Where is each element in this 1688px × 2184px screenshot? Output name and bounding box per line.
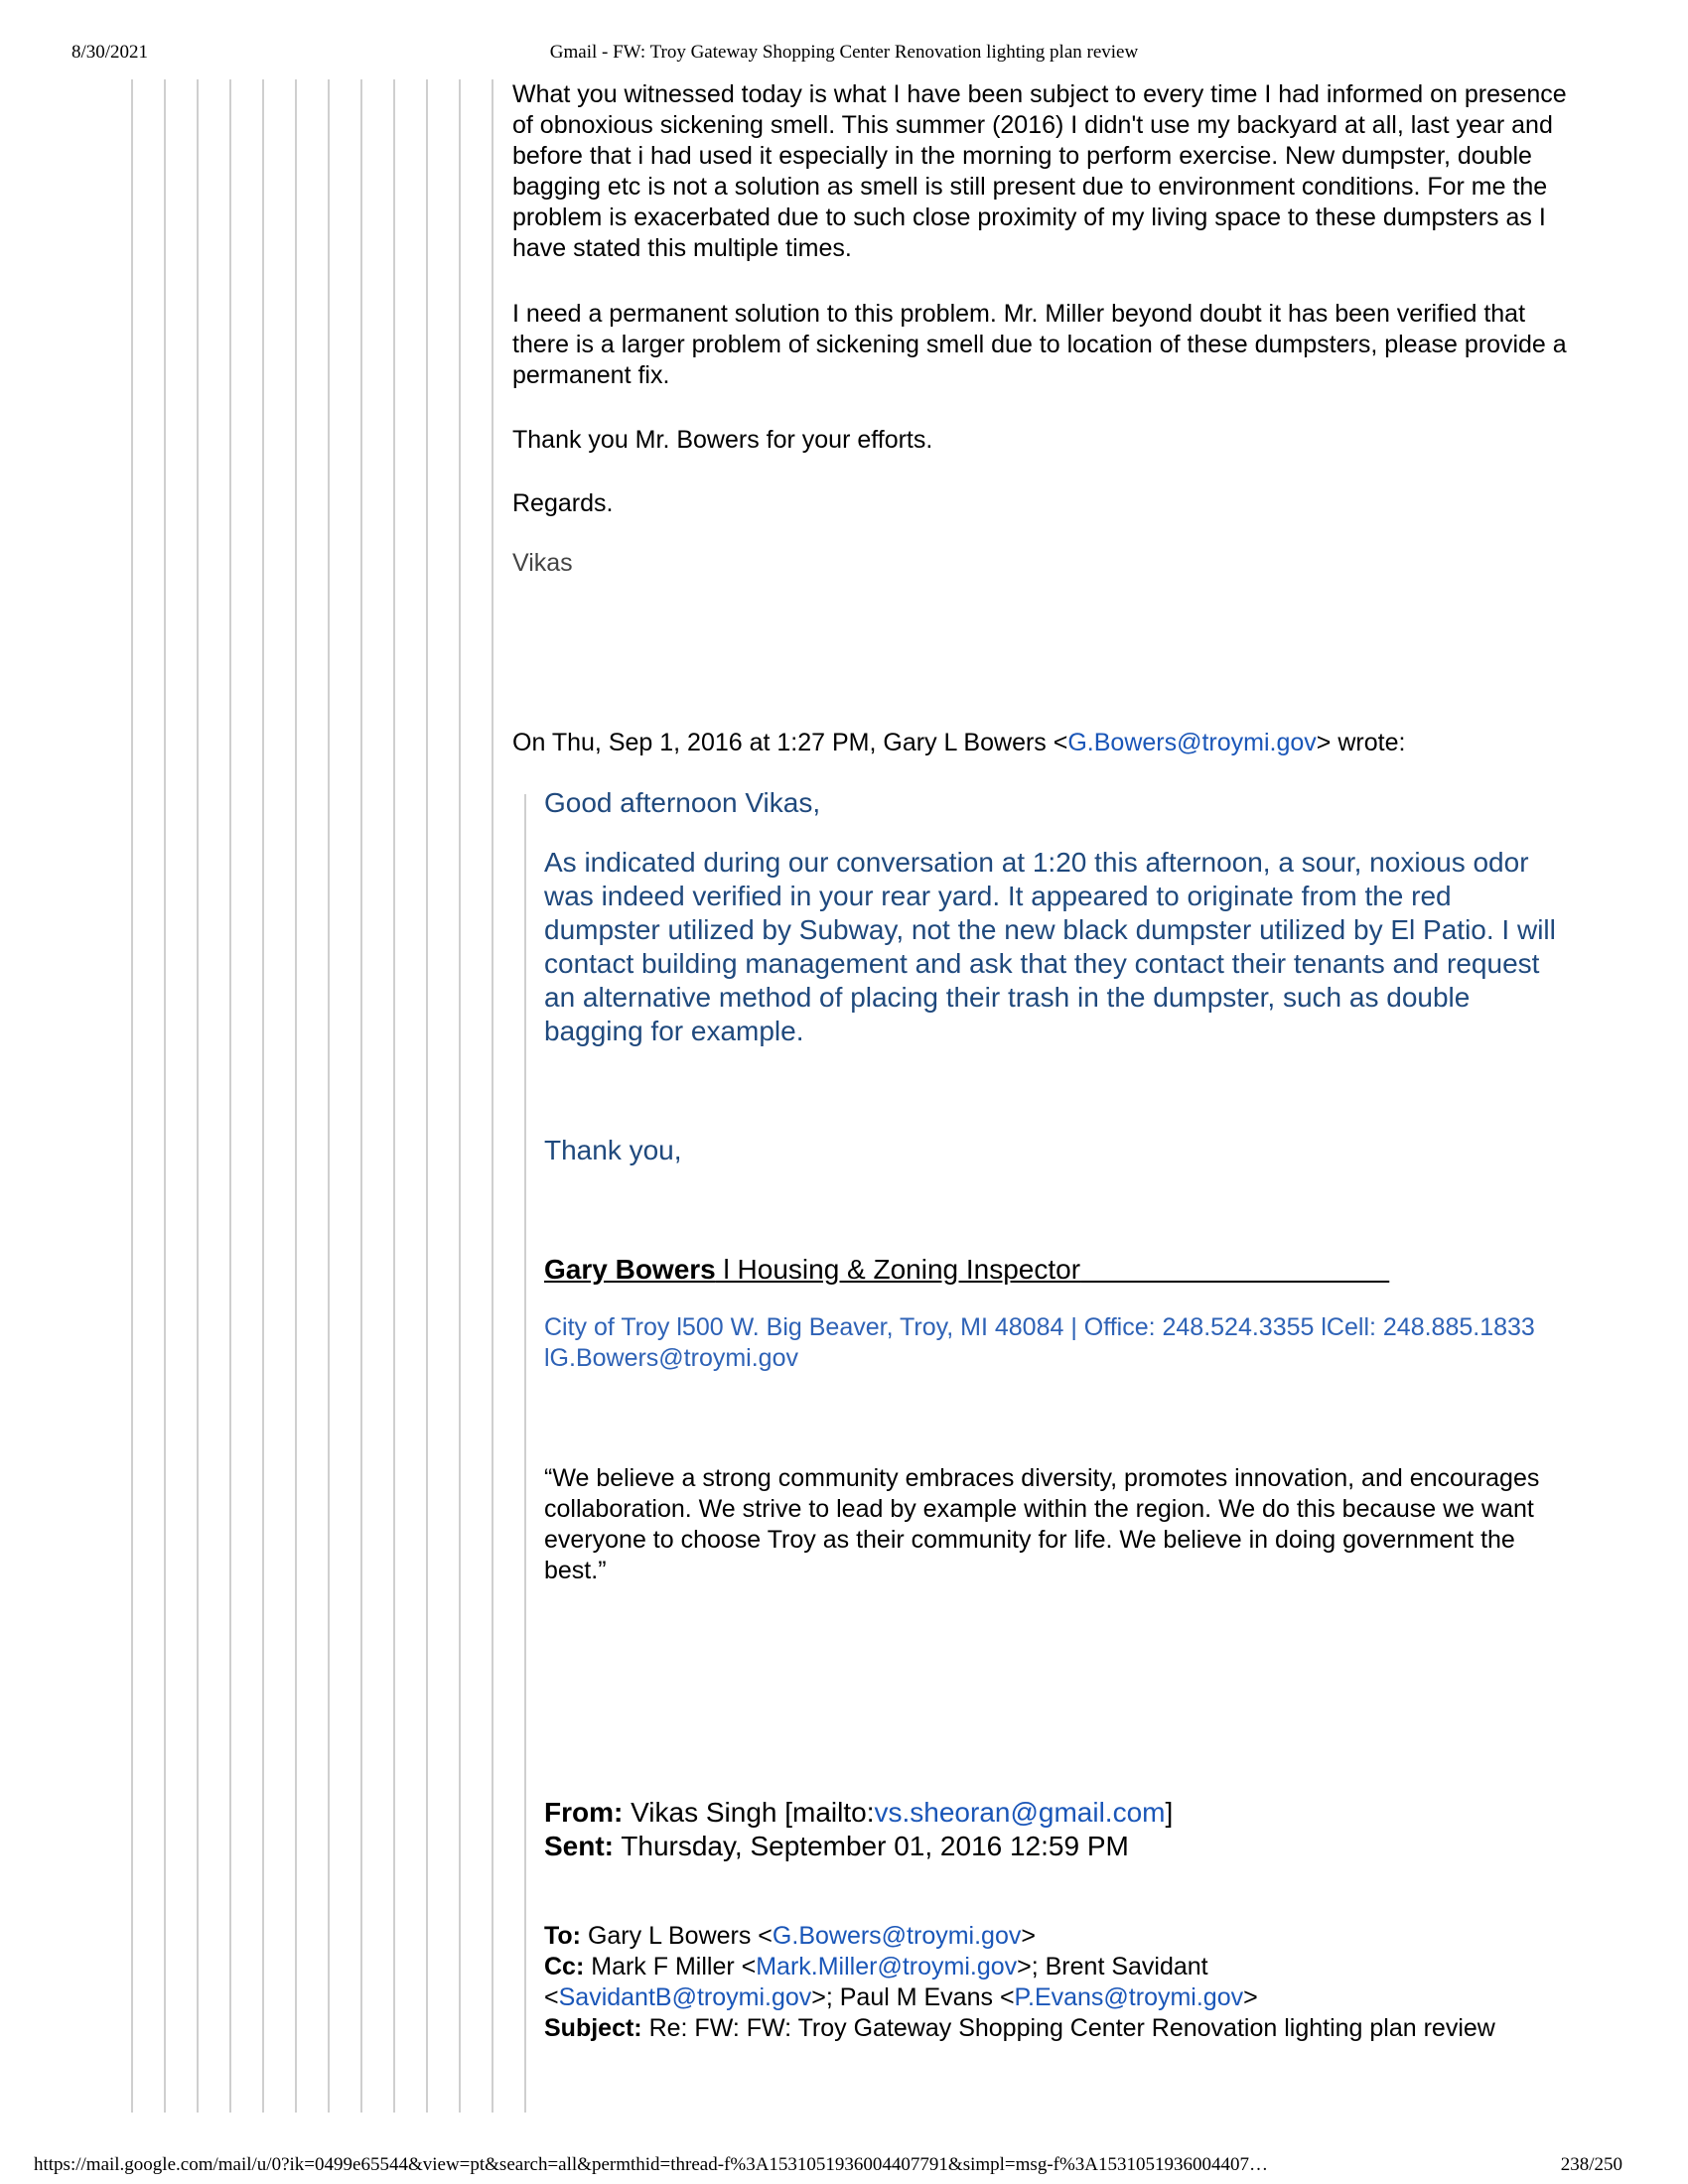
- quoted-greeting: Good afternoon Vikas,: [544, 787, 821, 818]
- quote-line: [524, 794, 526, 2113]
- quote-line: [426, 79, 428, 2113]
- email-paragraph: I need a permanent solution to this problem. Mr. Miller beyond doubt it has been verified that there is a larger problem of sickening smell due to location of these dumpsters, please provide a permanent fix.: [512, 300, 1567, 389]
- quote-line: [262, 79, 264, 2113]
- quote-line: [295, 79, 297, 2113]
- page-number: 238/250: [1560, 2154, 1622, 2175]
- to-email-link[interactable]: G.Bowers@troymi.gov: [772, 1922, 1022, 1950]
- email-signature: Vikas: [512, 549, 573, 577]
- cc-line: Cc: Mark F Miller <Mark.Miller@troymi.gov>; Brent Savidant <SavidantB@troymi.gov>; Paul M Evans <P.Evans@troymi.gov>: [544, 1953, 1258, 2011]
- quoted-thanks: Thank you,: [544, 1135, 682, 1165]
- from-email-link[interactable]: vs.sheoran@gmail.com: [874, 1797, 1166, 1828]
- to-line: To: Gary L Bowers <G.Bowers@troymi.gov>: [544, 1922, 1036, 1950]
- quote-line: [328, 79, 330, 2113]
- quote-line: [360, 79, 362, 2113]
- signature-contact: City of Troy l500 W. Big Beaver, Troy, MI 48084 | Office: 248.524.3355 lCell: 248.885.1833 lG.Bowers@troymi.gov: [544, 1313, 1535, 1372]
- cc-email-link[interactable]: SavidantB@troymi.gov: [558, 1983, 812, 2011]
- print-title: Gmail - FW: Troy Gateway Shopping Center Renovation lighting plan review: [549, 42, 1139, 63]
- signature-motto: “We believe a strong community embraces diversity, promotes innovation, and encourages collaboration. We strive to lead by example within the region. We do this because we want everyone to choose Troy as their community for life. We believe in doing government the best.”: [544, 1464, 1540, 1584]
- sent-line: Sent: Thursday, September 01, 2016 12:59 PM: [544, 1831, 1129, 1861]
- signature-name: Gary Bowers: [544, 1254, 716, 1285]
- email-paragraph: What you witnessed today is what I have been subject to every time I had informed on presence of obnoxious sickening smell. This summer (2016) I didn't use my backyard at all, last year and before that i had used it especially in the morning to perform exercise. New dumpster, double bagging etc is not a solution as smell is still present due to environment conditions. For me the problem is exacerbated due to such close proximity of my living space to these dumpsters as I have stated this multiple times.: [512, 80, 1567, 262]
- print-date: 8/30/2021: [71, 42, 149, 63]
- quote-line: [164, 79, 166, 2113]
- signature-title: l Housing & Zoning Inspector: [715, 1254, 1081, 1285]
- print-footer: [0, 2154, 1688, 2180]
- cc-email-link[interactable]: P.Evans@troymi.gov: [1014, 1983, 1244, 2011]
- email-paragraph: Thank you Mr. Bowers for your efforts.: [512, 426, 933, 454]
- quote-line: [197, 79, 199, 2113]
- email-regards: Regards.: [512, 489, 614, 517]
- quote-line: [393, 79, 395, 2113]
- cc-email-link[interactable]: Mark.Miller@troymi.gov: [756, 1953, 1018, 1980]
- signature-rule: [1080, 1254, 1389, 1285]
- from-line: From: Vikas Singh [mailto:vs.sheoran@gmail.com]: [544, 1797, 1174, 1828]
- subject-line: Subject: Re: FW: FW: Troy Gateway Shopping Center Renovation lighting plan review: [544, 2014, 1495, 2042]
- quote-line: [492, 79, 493, 2113]
- sender-email-link[interactable]: G.Bowers@troymi.gov: [1067, 729, 1317, 756]
- quote-line: [229, 79, 231, 2113]
- quote-line: [459, 79, 461, 2113]
- print-url: https://mail.google.com/mail/u/0?ik=0499e65544&view=pt&search=all&permthid=thread-f%3A1531051936004407791&simpl=msg-f%3A1531051936004407…: [34, 2154, 1269, 2175]
- print-header: [0, 42, 1688, 68]
- quote-attribution: On Thu, Sep 1, 2016 at 1:27 PM, Gary L Bowers <G.Bowers@troymi.gov> wrote:: [512, 729, 1406, 756]
- quote-line: [131, 79, 133, 2113]
- signature-line: [544, 1253, 1636, 1287]
- quoted-body: As indicated during our conversation at 1:20 this afternoon, a sour, noxious odor was indeed verified in your rear yard. It appeared to originate from the red dumpster utilized by Subway, not the new black dumpster utilized by El Patio. I will contact building management and ask that they contact their tenants and request an alternative method of placing their trash in the dumpster, such as double bagging for example.: [544, 847, 1556, 1046]
